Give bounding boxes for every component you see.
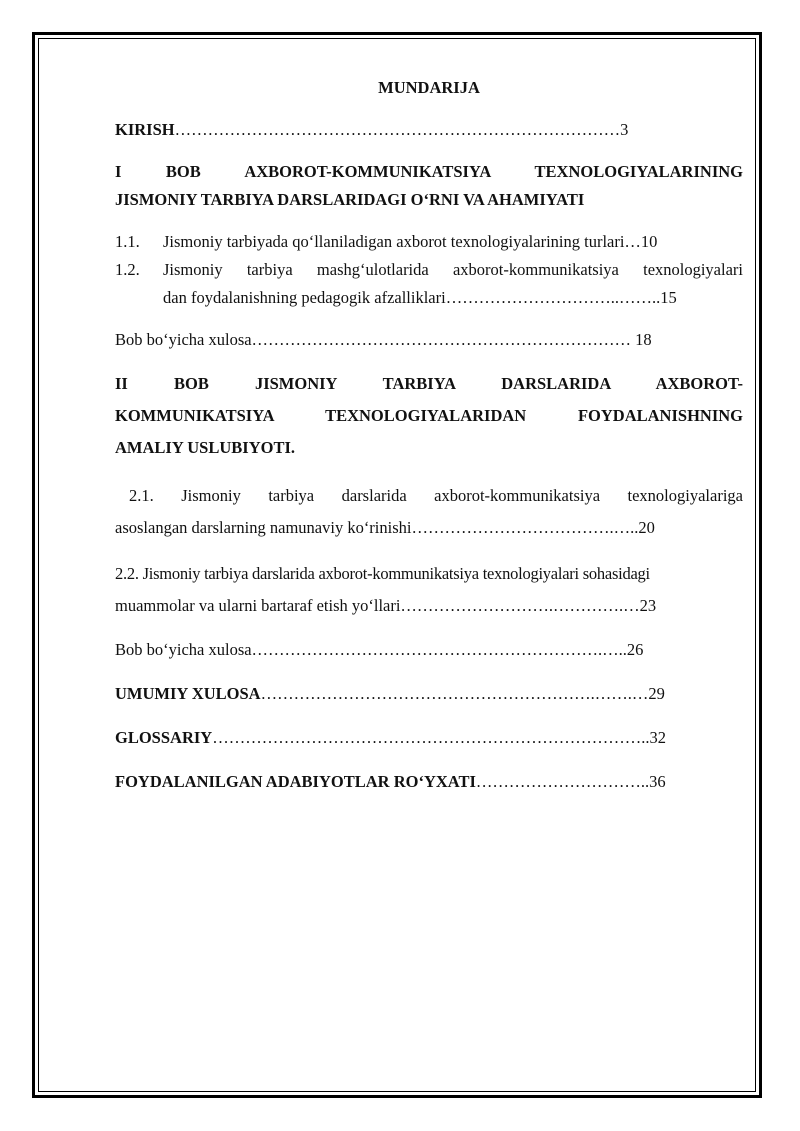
entry-label: GLOSSARIY [115,728,213,747]
toc-entry-adabiyotlar[interactable] [115,768,743,796]
section-2-2-line-1: 2.2. Jismoniy tarbiya darslarida axborot-kommunikatsiya texnologiyalari sohasidagi [115,564,650,583]
toc-entry-umumiy-xulosa[interactable] [115,680,743,708]
entry-label: UMUMIY XULOSA [115,684,261,703]
entry-dots-page: ……………………………………………………………………..32 [212,728,666,747]
section-number: 1.1. [115,232,140,251]
chapter-1-line-2: JISMONIY TARBIYA DARSLARIDAGI O‘RNI VA AHAMIYATI [115,190,585,209]
section-2-1-line-2: asoslangan darslarning namunaviy ko‘rinishi……………………………….…..20 [115,518,655,537]
section-number: 1.2. [115,260,140,279]
toc-chapter-2[interactable] [115,368,743,464]
toc-entry-glossariy[interactable] [115,724,743,752]
chapter-2-line-1: II BOB JISMONIY TARBIYA DARSLARIDA AXBOROT- [115,374,743,393]
chapter-2-line-3: AMALIY USLUBIYOTI. [115,438,296,457]
entry-page: 3 [620,120,629,139]
entry-dots: ……………………………………………………………………… [174,120,621,139]
chapter-2-line-2: KOMMUNIKATSIYA TEXNOLOGIYALARIDAN FOYDALANISHNING [115,406,743,425]
toc-section-1-2[interactable] [115,256,743,312]
entry-dots-page: …………………………………………………….…….…29 [260,684,665,703]
toc-title: MUNDARIJA [378,78,480,97]
entry-label: FOYDALANILGAN ADABIYOTLAR RO‘YXATI [115,772,476,791]
toc-entry-kirish[interactable] [115,116,743,144]
entry-label: KIRISH [115,120,175,139]
toc-section-2-1[interactable] [115,480,743,544]
toc-section-2-2[interactable] [115,558,743,622]
section-text-line-2: dan foydalanishning pedagogik afzalliklari…………………………..……..15 [163,288,677,307]
toc-chapter-1[interactable] [115,158,743,214]
toc-summary-2[interactable]: Bob bo‘yicha xulosa……………………………………………………….…..26 [115,640,644,659]
table-of-contents [115,74,743,796]
section-text-line-1: Jismoniy tarbiya mashg‘ulotlarida axborot-kommunikatsiya texnologiyalari [163,260,743,279]
chapter-1-line-1: I BOB AXBOROT-KOMMUNIKATSIYA TEXNOLOGIYALARINING [115,162,743,181]
section-2-1-line-1: 2.1. Jismoniy tarbiya darslarida axborot-kommunikatsiya texnologiyalariga [129,486,743,505]
section-2-2-line-2: muammolar va ularni bartaraf etish yo‘llari……………………….………….…23 [115,596,657,615]
toc-section-1-1[interactable] [115,228,743,256]
entry-dots-page: …………………………..36 [475,772,666,791]
toc-summary-1[interactable]: Bob bo‘yicha xulosa…………………………………………………………… 18 [115,330,652,349]
section-text: Jismoniy tarbiyada qo‘llaniladigan axborot texnologiyalarining turlari…10 [163,232,658,251]
